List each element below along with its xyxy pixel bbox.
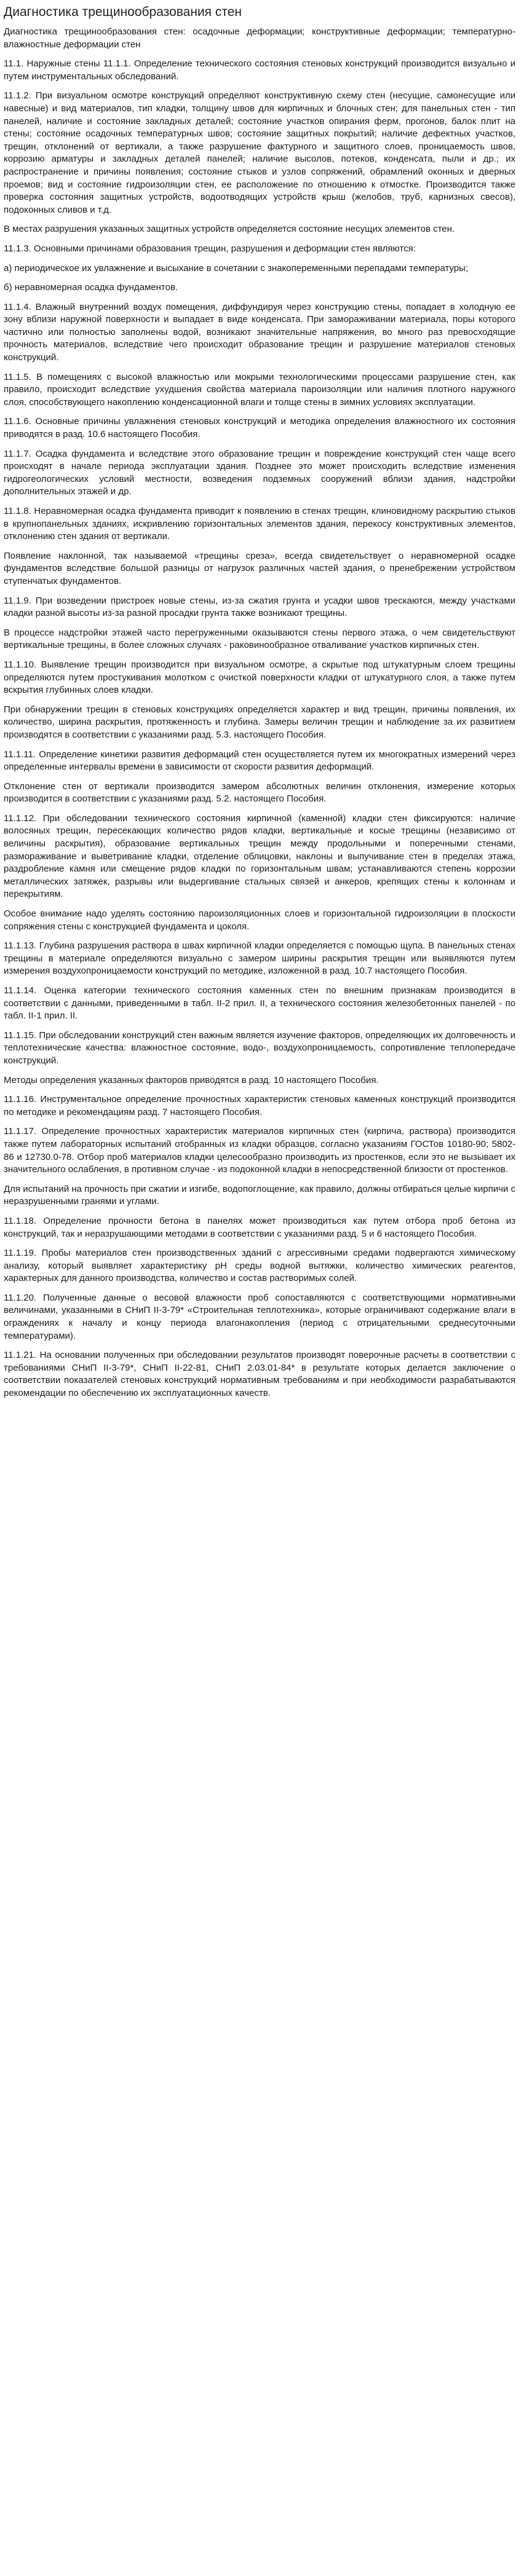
paragraph: а) периодическое их увлажнение и высыхание в сочетании с знакопеременными перепадами температуры; (4, 262, 468, 274)
paragraph: 11.1.21. На основании полученных при обследовании результатов производят поверочные расчеты в соответствии с требованиями СНиП II-3-79*, СНиП II-22-81, СНиП 2.03.01-84* в результате которых делается заключение о соответствии показателей стеновых конструкций нормативным требованиям и при необходимости разрабатываются рекомендации по обеспечению их эксплуатационных качеств. (4, 1350, 515, 1399)
paragraph: 11.1.9. При возведении пристроек новые стены, из-за сжатия грунта и усадки швов трескаются, между участками кладки разной высоты из-за разной просадки грунта также возникают трещины. (4, 595, 515, 619)
paragraph: 11.1.20. Полученные данные о весовой влажности проб сопоставляются с соответствующими нормативными величинами, указанными в СНиП II-3-79* «Строительная теплотехника», которые ограничивают содержание влаги в ограждениях к началу и концу периода влагонакопления (период с отрицательными среднесуточными температурами). (4, 1292, 515, 1341)
paragraph: 11.1.2. При визуальном осмотре конструкций определяют конструктивную схему стен (несущие, самонесущие или навесные) и вид материалов, тип кладки, толщину швов для кирпичных и блочных стен; для панельных стен - тип панелей, наличие и состояние закладных деталей; состояние участков опирания ферм, прогонов, балок плит на стены; состояние осадочных температурных швов; состояние защитных покрытий; наличие дефектных участков, трещин, отклонений от вертикали, а также разрушение фактурного и защитного слоев, проницаемость швов, коррозию арматуры и закладных деталей панелей; наличие высолов, потеков, конденсата, пыли и др.; их распространение и причины появления; состояние стыков и узлов сопряжений, обрамлений оконных и дверных проемов; вид и состояние гидроизоляции стен, ее расположение по отношению к отмостке. Производится также проверка состояния защитных устройств, водоотводящих устройств крыш (желобов, труб, карнизных свесов), подоконных сливов и т.д. (4, 90, 515, 215)
paragraph: 11.1.18. Определение прочности бетона в панелях может производиться как путем отбора проб бетона из конструкций, так и неразрушающими методами в соответствии с указаниями разд. 5 и 6 настоящего Пособия. (4, 1215, 515, 1239)
paragraph: 11.1.3. Основными причинами образования трещин, разрушения и деформации стен являются: (4, 243, 416, 254)
page-title: Диагностика трещинообразования стен (4, 5, 242, 19)
paragraph: Для испытаний на прочность при сжатии и изгибе, водопоглощение, как правило, должны отбираться целые кирпичи с неразрушенными гранями и углами. (4, 1183, 515, 1207)
paragraph: 11.1.7. Осадка фундамента и вследствие этого образование трещин и повреждение конструкций стен чаще всего происходят в начале периода эксплуатации здания. Позднее это может происходить вследствие изменения гидрогеологических условий местности, возведения подземных сооружений вблизи здания, надстройки дополнительных этажей и др. (4, 448, 515, 497)
paragraph: 11.1.11. Определение кинетики развития деформаций стен осуществляется путем их многократных измерений через определенные интервалы времени в зависимости от скорости развития деформаций. (4, 749, 515, 773)
paragraph: 11.1.15. При обследовании конструкций стен важным является изучение факторов, определяющих их долговечность и теплотехнические качества: влажностное состояние, водо-, воздухопроницаемость, сопротивление теплопередаче конструкций. (4, 1030, 515, 1066)
paragraph: 11.1.6. Основные причины увлажнения стеновых конструкций и методика определения влажностного их состояния приводятся в разд. 10.6 настоящего Пособия. (4, 416, 515, 440)
paragraph: б) неравномерная осадка фундаментов. (4, 282, 178, 293)
paragraph: 11.1.17. Определение прочностных характеристик материалов кирпичных стен (кирпича, раствора) производится также путем лабораторных испытаний отобранных из кладки образцов, согласно указаниям ГОСТов 10180-90; 5802-86 и 12730.0-78. Отбор проб материалов кладки целесообразно производить из простенков, если это не вызывает их значительного ослабления, в противном случае - из подоконной кладки в непосредственной близости от простенков. (4, 1126, 515, 1175)
paragraph: 11.1. Наружные стены 11.1.1. Определение технического состояния стеновых конструкций производится визуально и путем инструментальных обследований. (4, 58, 515, 82)
document-body (4, 26, 515, 1400)
paragraph: В процессе надстройки этажей часто перегруженными оказываются стены первого этажа, о чем свидетельствуют вертикальные трещины, в более сложных случаях - раковинообразное отваливание участков кирпичных стен. (4, 627, 515, 651)
paragraph: В местах разрушения указанных защитных устройств определяется состояние несущих элементов стен. (4, 224, 455, 235)
paragraph: Появление наклонной, так называемой «трещины среза», всегда свидетельствует о неравномерной осадке фундаментов вследствие большой разницы от нагрузок различных частей здания, о пренебрежении устройством ступенчатых фундаментов. (4, 550, 515, 586)
paragraph: 11.1.19. Пробы материалов стен производственных зданий с агрессивными средами подвергаются химическому анализу, который выявляет характеристику pH среды водной вытяжки, количество химических реагентов, характерных для данного производства, количество и состав растворимых солей. (4, 1248, 515, 1284)
paragraph: 11.1.8. Неравномерная осадка фундамента приводит к появлению в стенах трещин, клиновидному раскрытию стыков в крупнопанельных зданиях, искривлению горизонтальных элементов здания, перекосу конструктивных элементов, отклонению стен здания от вертикали. (4, 506, 515, 542)
paragraph: 11.1.12. При обследовании технического состояния кирпичной (каменной) кладки стен фиксируются: наличие волосяных трещин, пересекающих количество рядов кладки, вертикальные и косые трещины (независимо от величины раскрытия), образование вертикальных трещин между продольными и поперечными стенами, размораживание и выветривание кладки, отделение облицовки, наклоны и выпучивание стен в пределах этажа, раздробление камня или смещение рядов кладки по горизонтальным швам; устанавливаются степень коррозии металлических затяжек, разрывы или выдергивание стальных связей и анкеров, крепящих стены к колоннам и перекрытиям. (4, 813, 515, 900)
paragraph: 11.1.14. Оценка категории технического состояния каменных стен по внешним признакам производится в соответствии с данными, приведенными в табл. II-2 прил. II, а технического состояния железобетонных панелей - по табл. II-1 прил. II. (4, 985, 515, 1022)
paragraph: Особое внимание надо уделять состоянию пароизоляционных слоев и горизонтальной гидроизоляции в плоскости сопряжения стены с конструкцией фундамента и цоколя. (4, 908, 515, 932)
paragraph: 11.1.16. Инструментальное определение прочностных характеристик стеновых каменных конструкций производится по методике и рекомендациям разд. 7 настоящего Пособия. (4, 1094, 515, 1117)
paragraph: Диагностика трещинообразования стен: осадочные деформации; конструктивные деформации; температурно-влажностные деформации стен (4, 26, 515, 50)
paragraph: 11.1.13. Глубина разрушения раствора в швах кирпичной кладки определяется с помощью щупа. В панельных стенах трещины в материале определяются визуально с замером ширины раскрытия трещин или выявляются путем измерения воздухопроницаемости конструкций по методике, изложенной в разд. 10.7 настоящего Пособия. (4, 940, 515, 977)
paragraph: Отклонение стен от вертикали производится замером абсолютных величин отклонения, измерение которых производится в соответствии с указаниями разд. 5.2. настоящего Пособия. (4, 781, 515, 805)
paragraph: Методы определения указанных факторов приводятся в разд. 10 настоящего Пособия. (4, 1074, 379, 1085)
paragraph: 11.1.4. Влажный внутренний воздух помещения, диффундируя через конструкцию стены, попадает в холодную ее зону вблизи наружной поверхности и выпадает в виде конденсата. При замораживании материала, поры которого частично или полностью заполнены водой, возникают значительные напряжения, во много раз превосходящие прочность материалов, вследствие чего происходит образование трещин и разрушение материалов стеновых конструкций. (4, 301, 515, 363)
paragraph: 11.1.5. В помещениях с высокой влажностью или мокрыми технологическими процессами разрушение стен, как правило, происходит вследствие ухудшения свойства материала пароизоляции или наличия плотного наружного слоя, способствующего накоплению конденсационной влаги и толще стены в зимних условиях эксплуатации. (4, 371, 515, 408)
paragraph: При обнаружении трещин в стеновых конструкциях определяется характер и вид трещин, причины появления, их количество, ширина раскрытия, протяженность и глубина. Замеры величин трещин и наблюдение за их развитием производятся в соответствии с указаниями разд. 5.3. настоящего Пособия. (4, 704, 515, 740)
paragraph: 11.1.10. Выявление трещин производится при визуальном осмотре, а скрытые под штукатурным слоем трещины определяются путем простукивания молотком с очисткой поверхности кладки от штукатурного слоя, а также путем вскрытия глубинных слоев кладки. (4, 659, 515, 696)
